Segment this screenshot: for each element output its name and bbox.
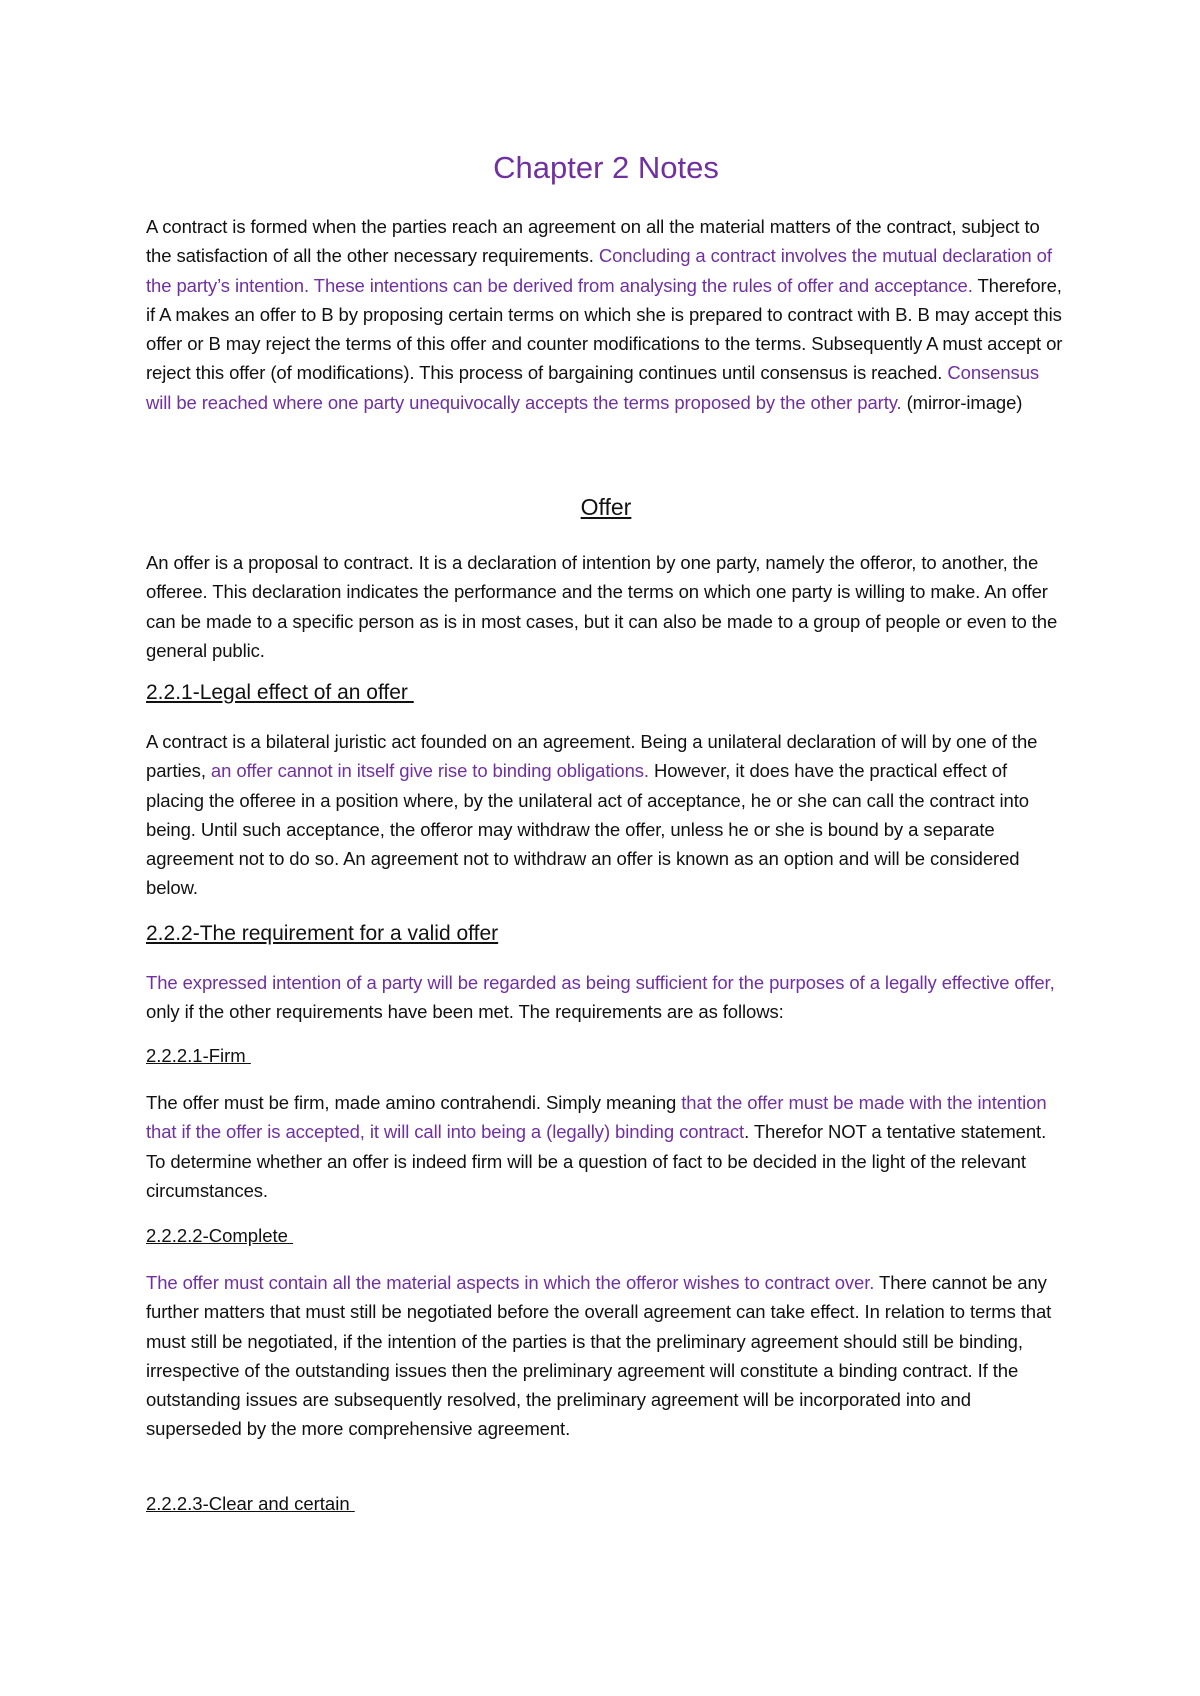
intro-text: (mirror-image) (901, 391, 1023, 413)
section-paragraph-2-2-1 (146, 727, 1066, 903)
page-title: Chapter 2 Notes (493, 150, 719, 185)
section-paragraph-2-2-2-1 (146, 1088, 1066, 1205)
section-heading-2-2-2-2: 2.2.2.2-Complete (146, 1225, 294, 1246)
section-heading-2-2-1: 2.2.1-Legal effect of an offer (146, 681, 414, 704)
highlight-text: The expressed intention of a party will be regarded as being sufficient for the purposes of a legally effective offer, (146, 972, 1055, 993)
body-text: There cannot be any further matters that must still be negotiated before the overall agreement can take effect. In relation to terms that must still be negotiated, if the intention of the parties is that the preliminary agreement should still be binding, irrespective of the outstanding issues then the preliminary agreement will constitute a binding contract. If the outstanding issues are subsequently resolved, the preliminary agreement will be incorporated into and superseded by the more comprehensive agreement. (146, 1272, 1052, 1440)
offer-paragraph: An offer is a proposal to contract. It is a declaration of intention by one party, namely the offeror, to another, the offeree. This declaration indicates the performance and the terms on which one party is willing to make. An offer can be made to a specific person as is in most cases, but it can also be made to a group of people or even to the general public. (146, 552, 1058, 661)
offer-heading: Offer (580, 494, 632, 520)
highlight-text: The offer must contain all the material aspects in which the offeror wishes to contract over. (146, 1272, 875, 1293)
body-text: only if the other requirements have been met. The requirements are as follows: (146, 1001, 784, 1023)
intro-highlight: Consensus will be reached where one party unequivocally accepts the terms proposed by the other party. (146, 362, 1040, 413)
intro-text: Therefore, if A makes an offer to B by proposing certain terms on which she is prepared to contract with B. B may accept this offer or B may reject the terms of this offer and counter modifications to the terms. Subsequently A must accept or reject this offer (of modifications). This process of bargaining continues until consensus is reached. (146, 274, 1063, 384)
intro-highlight: Concluding a contract involves the mutual declaration of the party’s intention. These intentions can be derived from analysing the rules of offer and acceptance. (146, 245, 1052, 296)
section-heading-2-2-2-1: 2.2.2.1-Firm (146, 1045, 251, 1066)
intro-paragraph (146, 212, 1066, 417)
section-heading-2-2-2-3: 2.2.2.3-Clear and certain (146, 1493, 355, 1514)
body-text: . Therefor NOT a tentative statement. To determine whether an offer is indeed firm will be a question of fact to be decided in the light of the relevant circumstances. (146, 1121, 1047, 1201)
section-paragraph-2-2-2 (146, 968, 1066, 1027)
intro-text: A contract is formed when the parties reach an agreement on all the material matters of the contract, subject to the satisfaction of all the other necessary requirements. (146, 216, 1040, 267)
section-heading-2-2-2: 2.2.2-The requirement for a valid offer (146, 922, 499, 945)
body-text: However, it does have the practical effect of placing the offeree in a position where, by the unilateral act of acceptance, he or she can call the contract into being. Until such acceptance, the offeror may withdraw the offer, unless he or she is bound by a separate agreement not to do so. An agreement not to withdraw an offer is known as an option and will be considered below. (146, 760, 1029, 899)
section-paragraph-2-2-2-2 (146, 1268, 1066, 1444)
body-text: The offer must be firm, made amino contrahendi. Simply meaning (146, 1092, 682, 1113)
body-text: A contract is a bilateral juristic act founded on an agreement. Being a unilateral declaration of will by one of the parties, (146, 731, 1038, 782)
highlight-text: an offer cannot in itself give rise to binding obligations. (210, 760, 649, 782)
highlight-text: that the offer must be made with the intention that if the offer is accepted, it will call into being a (legally) binding contract (146, 1092, 1047, 1143)
